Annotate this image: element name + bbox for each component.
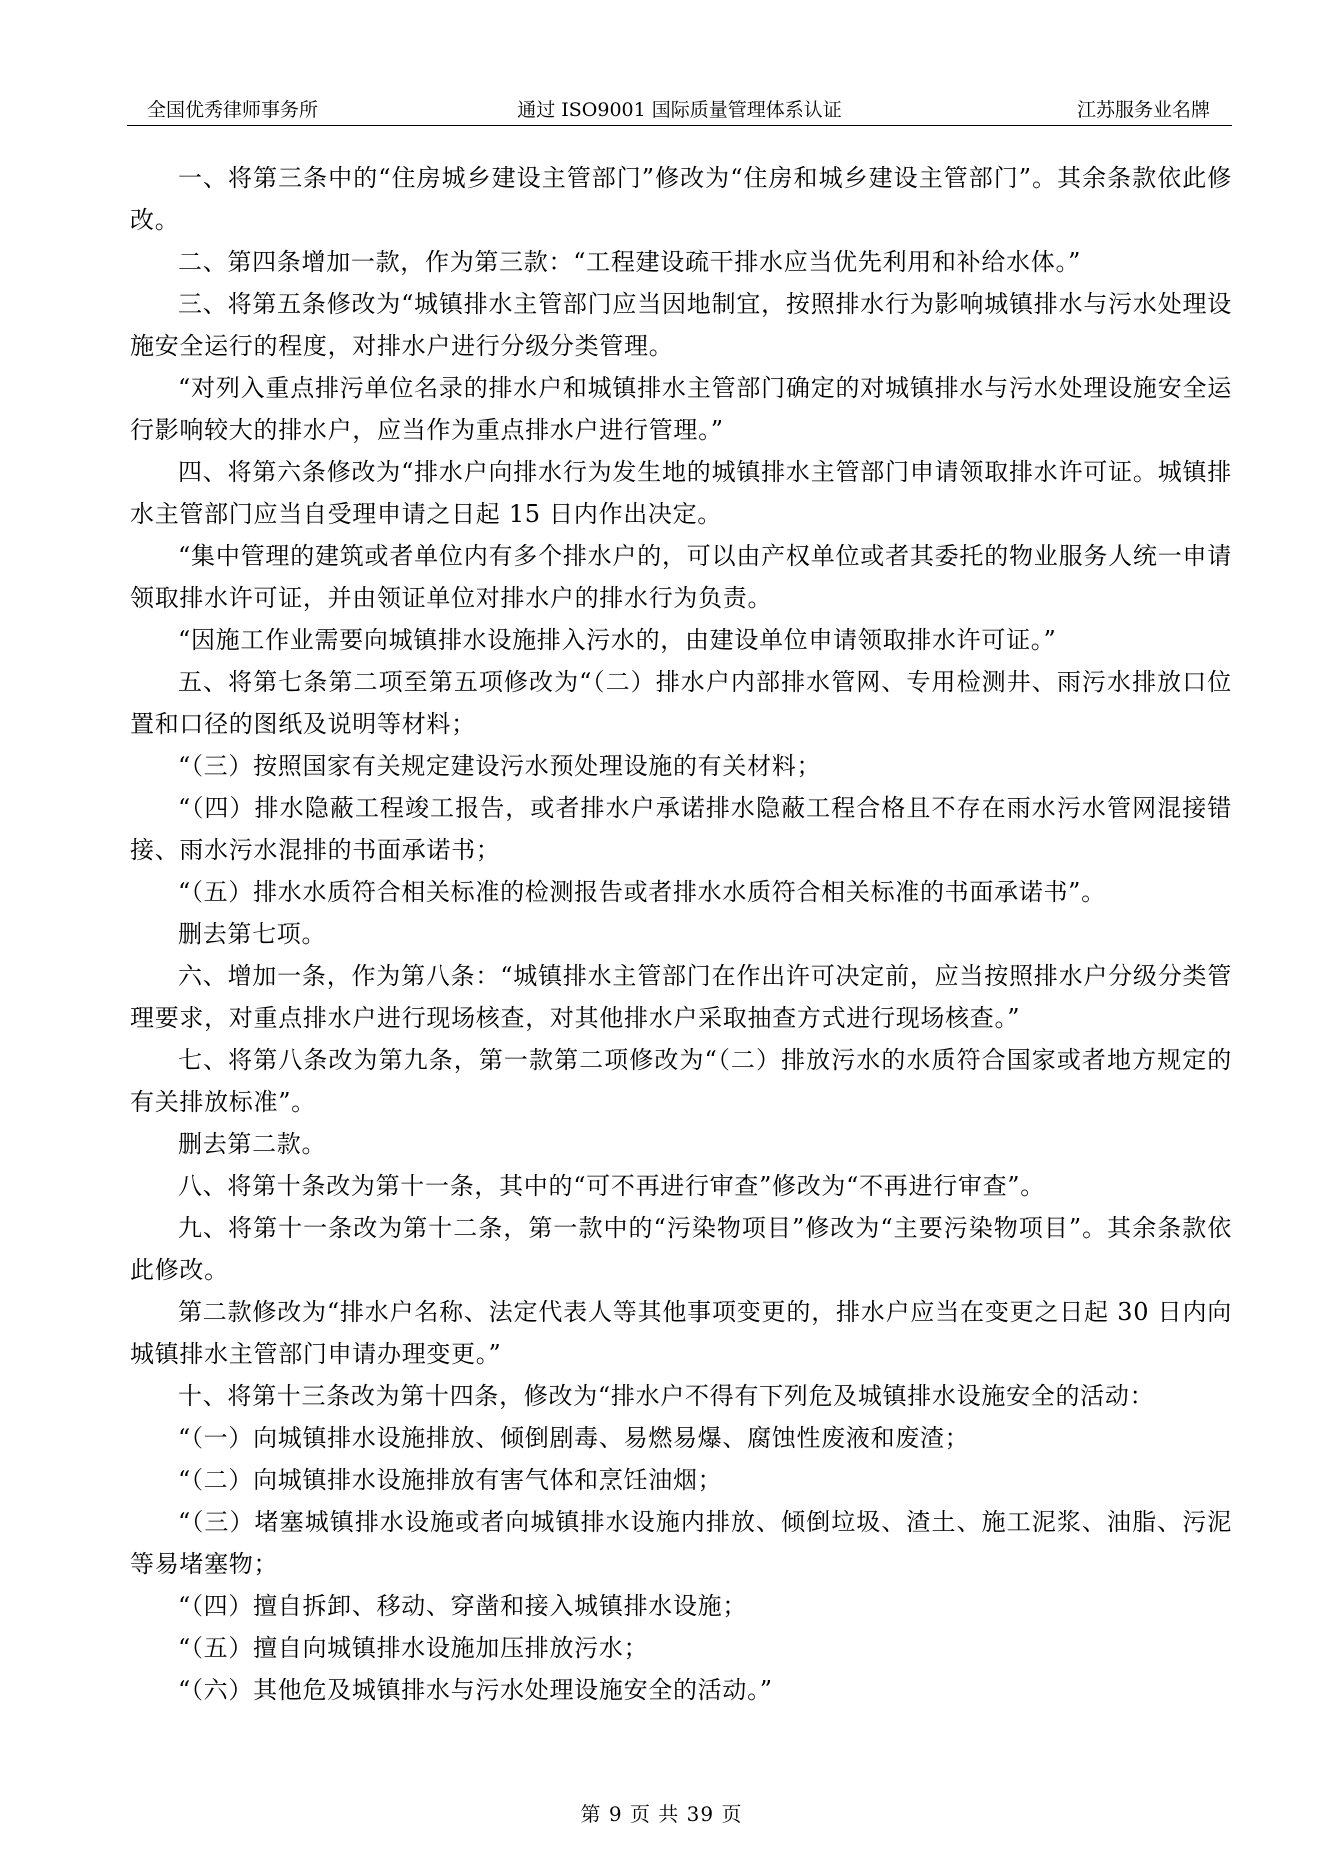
paragraph: 二、第四条增加一款，作为第三款：“工程建设疏干排水应当优先利用和补给水体。” xyxy=(178,248,1082,276)
page-number-footer: 第 9 页 共 39 页 xyxy=(580,1802,743,1826)
header-left-text: 全国优秀律师事务所 xyxy=(147,99,319,121)
page-header xyxy=(127,91,1232,126)
paragraph: 第二款修改为“排水户名称、法定代表人等其他事项变更的，排水户应当在变更之日起 30 日内向城镇排水主管部门申请办理变更。” xyxy=(130,1298,1232,1368)
paragraph: 一、将第三条中的“住房城乡建设主管部门”修改为“住房和城乡建设主管部门”。其余条款依此修改。 xyxy=(130,164,1232,234)
paragraph: 删去第七项。 xyxy=(178,920,327,948)
paragraph: 三、将第五条修改为“城镇排水主管部门应当因地制宜，按照排水行为影响城镇排水与污水处理设施安全运行的程度，对排水户进行分级分类管理。 xyxy=(130,290,1232,360)
paragraph: 九、将第十一条改为第十二条，第一款中的“污染物项目”修改为“主要污染物项目”。其余条款依此修改。 xyxy=(130,1214,1233,1284)
paragraph: “（六）其他危及城镇排水与污水处理设施安全的活动。” xyxy=(178,1676,773,1704)
paragraph: “（五）擅自向城镇排水设施加压排放污水； xyxy=(178,1634,649,1662)
paragraph: “对列入重点排污单位名录的排水户和城镇排水主管部门确定的对城镇排水与污水处理设施安全运行影响较大的排水户，应当作为重点排水户进行管理。” xyxy=(130,374,1232,444)
paragraph: “因施工作业需要向城镇排水设施排入污水的，由建设单位申请领取排水许可证。” xyxy=(178,626,1057,654)
paragraph: 删去第二款。 xyxy=(178,1130,327,1158)
paragraph: “（四）排水隐蔽工程竣工报告，或者排水户承诺排水隐蔽工程合格且不存在雨水污水管网混接错接、雨水污水混排的书面承诺书； xyxy=(130,794,1232,864)
paragraph: “（三）堵塞城镇排水设施或者向城镇排水设施内排放、倾倒垃圾、渣土、施工泥浆、油脂、污泥等易堵塞物； xyxy=(130,1508,1232,1578)
paragraph: 八、将第十条改为第十一条，其中的“可不再进行审查”修改为“不再进行审查”。 xyxy=(178,1172,1045,1200)
paragraph: “集中管理的建筑或者单位内有多个排水户的，可以由产权单位或者其委托的物业服务人统一申请领取排水许可证，并由领证单位对排水户的排水行为负责。 xyxy=(130,542,1232,612)
paragraph: “（一）向城镇排水设施排放、倾倒剧毒、易燃易爆、腐蚀性废液和废渣； xyxy=(178,1424,970,1452)
paragraph: 六、增加一条，作为第八条：“城镇排水主管部门在作出许可决定前，应当按照排水户分级分类管理要求，对重点排水户进行现场核查，对其他排水户采取抽查方式进行现场核查。” xyxy=(130,962,1232,1032)
paragraph: 十、将第十三条改为第十四条，修改为“排水户不得有下列危及城镇排水设施安全的活动： xyxy=(178,1382,1155,1410)
header-right-text: 江苏服务业名牌 xyxy=(1076,99,1210,121)
header-center-text: 通过 ISO9001 国际质量管理体系认证 xyxy=(517,99,842,121)
paragraph: 五、将第七条第二项至第五项修改为“（二）排水户内部排水管网、专用检测井、雨污水排放口位置和口径的图纸及说明等材料； xyxy=(130,668,1232,738)
paragraph: “（五）排水水质符合相关标准的检测报告或者排水水质符合相关标准的书面承诺书”。 xyxy=(178,878,1106,906)
paragraph: “（四）擅自拆卸、移动、穿凿和接入城镇排水设施； xyxy=(178,1592,748,1620)
paragraph: 四、将第六条修改为“排水户向排水行为发生地的城镇排水主管部门申请领取排水许可证。城镇排水主管部门应当自受理申请之日起 15 日内作出决定。 xyxy=(130,458,1232,528)
paragraph: “（二）向城镇排水设施排放有害气体和烹饪油烟； xyxy=(178,1466,723,1494)
paragraph: “（三）按照国家有关规定建设污水预处理设施的有关材料； xyxy=(178,752,822,780)
document-body xyxy=(130,157,1232,1711)
paragraph: 七、将第八条改为第九条，第一款第二项修改为“（二）排放污水的水质符合国家或者地方规定的有关排放标准”。 xyxy=(130,1046,1232,1116)
